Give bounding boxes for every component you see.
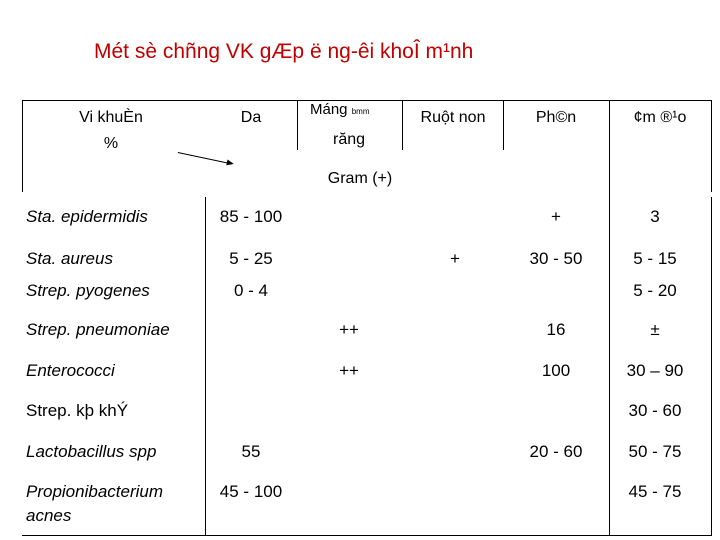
bacteria-name: Sta. aureus <box>26 249 113 268</box>
table-right-border <box>711 100 712 192</box>
value-mang-bam-rang: ++ <box>339 361 359 380</box>
header-da: Da <box>240 109 262 126</box>
value-phan: + <box>551 207 561 226</box>
value-ruot-non: + <box>450 249 460 268</box>
column-divider <box>297 100 298 150</box>
value-am-dao: 5 - 15 <box>633 249 677 268</box>
header-ruot-non: Ruột non <box>420 109 486 126</box>
column-divider <box>402 100 403 150</box>
value-da: 55 <box>241 442 261 461</box>
value-phan: 16 <box>546 320 566 339</box>
bacteria-name: Strep. pneumoniae <box>26 320 170 339</box>
value-phan: 100 <box>541 361 571 380</box>
column-divider <box>609 100 610 535</box>
table-bottom-border <box>22 535 712 536</box>
column-divider <box>205 197 206 535</box>
value-am-dao: ± <box>650 320 660 339</box>
header-am-dao: ¢m ®¹o <box>633 109 687 126</box>
value-am-dao: 30 - 60 <box>628 401 682 420</box>
header-percent: % <box>103 135 119 152</box>
bacteria-name: Enterococci <box>26 361 115 380</box>
header-vi-khuan: Vi khuÈn <box>79 109 143 126</box>
bacteria-name: Sta. epidermidis <box>26 207 148 226</box>
header-mang-bam <box>310 100 369 122</box>
page-title: Mét sè chñng VK gÆp ë ng-êi khoÎ m¹nh <box>94 40 474 63</box>
value-am-dao: 30 – 90 <box>626 361 684 380</box>
value-am-dao: 5 - 20 <box>633 281 677 300</box>
bacteria-name: Strep. kþ khÝ <box>26 401 129 420</box>
value-phan: 20 - 60 <box>529 442 583 461</box>
value-am-dao: 45 - 75 <box>628 482 682 501</box>
bacteria-name: Propionibacterium <box>26 482 164 501</box>
table-left-border <box>22 100 23 192</box>
column-divider <box>711 197 712 535</box>
value-am-dao: 3 <box>650 207 660 226</box>
bacteria-name-continued: acnes <box>26 506 72 525</box>
header-mang-small: bmm <box>351 107 370 116</box>
header-phan: Ph©n <box>535 109 577 126</box>
header-mang: Máng <box>310 101 348 118</box>
value-phan: 30 - 50 <box>529 249 583 268</box>
header-gram-positive: Gram (+) <box>327 170 393 187</box>
value-da: 45 - 100 <box>219 482 283 501</box>
value-da: 85 - 100 <box>219 207 283 226</box>
diagonal-header-line <box>178 152 232 164</box>
value-mang-bam-rang: ++ <box>339 320 359 339</box>
bacteria-name: Strep. pyogenes <box>26 281 150 300</box>
value-da: 0 - 4 <box>233 281 269 300</box>
column-divider <box>503 100 504 150</box>
bacteria-name: Lactobacillus spp <box>26 442 157 461</box>
value-am-dao: 50 - 75 <box>628 442 682 461</box>
value-da: 5 - 25 <box>229 249 273 268</box>
header-rang: răng <box>332 131 366 148</box>
